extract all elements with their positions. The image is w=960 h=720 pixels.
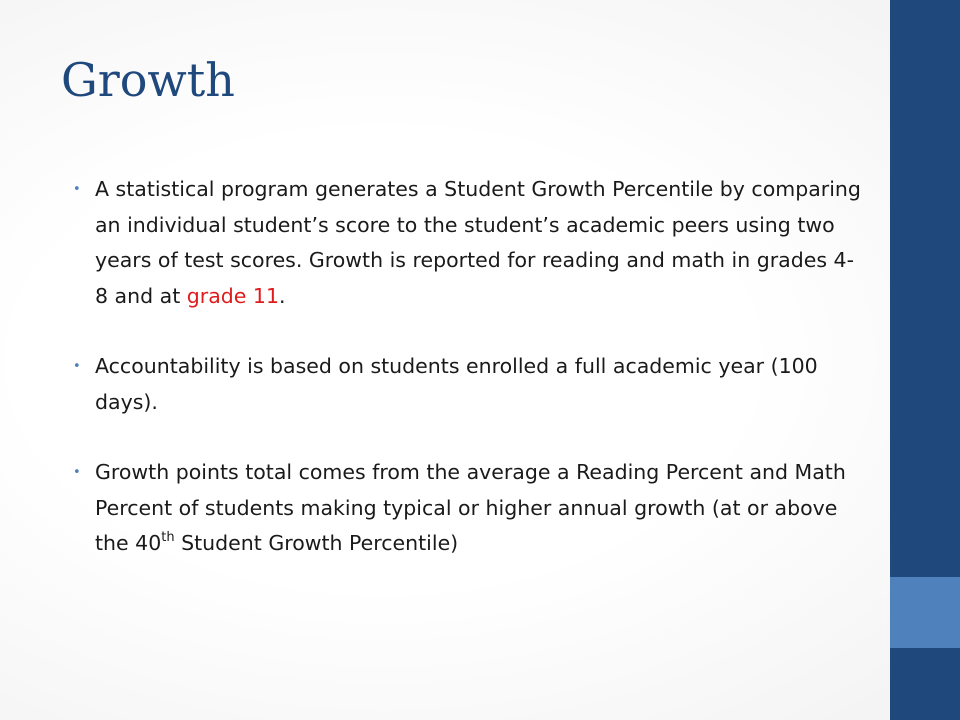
highlighted-grade-text: grade 11: [186, 283, 279, 308]
bullet-text: Growth points total comes from the average a Reading Percent and Math Percent of students making typical or higher annual growth (at or above the 40: [95, 460, 846, 555]
bullet-text: A statistical program generates a Student Growth Percentile by comparing an individual student’s score to the student’s academic peers using two years of test scores. Growth is reported for reading and math in grades 4-8 and at: [95, 177, 861, 308]
bullet-item-growth-points: [73, 455, 863, 562]
bullet-list: [73, 172, 863, 597]
bullet-icon: •: [73, 465, 81, 480]
bullet-text-end: Student Growth Percentile): [174, 531, 459, 555]
superscript-text: th: [161, 530, 175, 545]
bullet-item-accountability: [73, 349, 863, 420]
bullet-text: Accountability is based on students enrolled a full academic year (100 days).: [95, 354, 818, 414]
slide-title: Growth: [61, 53, 235, 107]
bullet-text-end: .: [279, 283, 286, 308]
sidebar-accent-block: [890, 577, 960, 648]
bullet-item-growth-percentile: [73, 172, 863, 314]
bullet-icon: •: [73, 359, 81, 374]
bullet-icon: •: [73, 182, 81, 197]
